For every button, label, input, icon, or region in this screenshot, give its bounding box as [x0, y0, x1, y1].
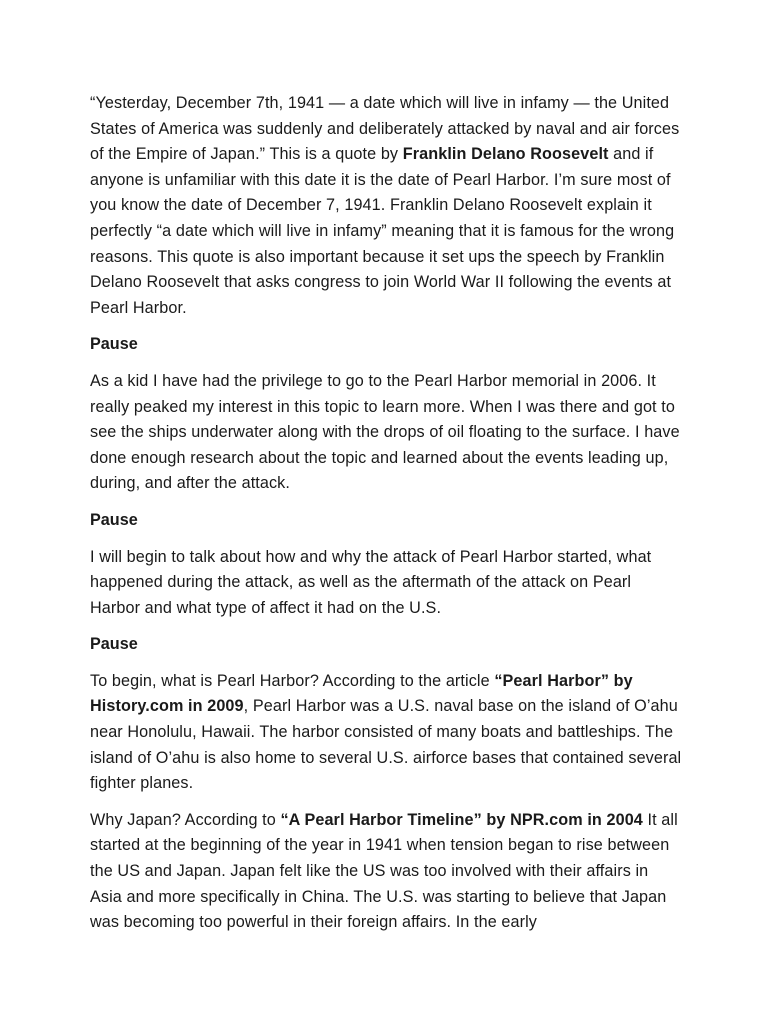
paragraph-why-japan: [90, 808, 682, 936]
japan-bold-citation: “A Pearl Harbor Timeline” by NPR.com in 2004: [280, 810, 643, 829]
paragraph-overview: I will begin to talk about how and why the attack of Pearl Harbor started, what happened during the attack, as well as the aftermath of the attack on Pearl Harbor and what type of affect it had on the U.S.: [90, 547, 652, 617]
paragraph-intro-quote: [90, 91, 682, 321]
intro-text-1: “Yesterday, December 7th, 1941 — a date which will live in infamy — the United States of America was suddenly and deliberately attacked by naval and air forces of the Empire of Japan.” This is a quote by: [90, 94, 680, 164]
pause-label-2: Pause: [90, 510, 138, 529]
intro-bold-fdr: Franklin Delano Roosevelt: [402, 145, 609, 164]
pearl-text-1: To begin, what is Pearl Harbor? According to the article: [90, 671, 495, 690]
japan-text-2: It all started at the beginning of the year in 1941 when tension began to rise between the US and Japan. Japan felt like the US was too involved with their affairs in Asia and more specifically in China. The U.S. was starting to believe that Japan was becoming too powerful in their foreign affairs. In the early: [90, 810, 678, 932]
intro-text-2: and if anyone is unfamiliar with this date it is the date of Pearl Harbor. I’m sure most of you know the date of December 7, 1941. Franklin Delano Roosevelt explain it perfectly “a date which will live in infamy” meaning that it is famous for the wrong reasons. This quote is also important because it set ups the speech by Franklin Delano Roosevelt that asks congress to join World War II following the events at Pearl Harbor.: [90, 145, 675, 317]
paragraph-memorial: As a kid I have had the privilege to go to the Pearl Harbor memorial in 2006. It really peaked my interest in this topic to learn more. When I was there and got to see the ships underwater along with the drops of oil floating to the surface. I have done enough research about the topic and learned about the events leading up, during, and after the attack.: [90, 371, 680, 493]
document-page: [90, 91, 682, 947]
pause-label-3: Pause: [90, 635, 138, 654]
pause-label-1: Pause: [90, 335, 138, 354]
pearl-bold-citation: “Pearl Harbor” by History.com in 2009: [90, 671, 633, 716]
pearl-text-2: , Pearl Harbor was a U.S. naval base on the island of O’ahu near Honolulu, Hawaii. The harbor consisted of many boats and battleships. The island of O’ahu is also home to several U.S. airforce bases that contained several fighter planes.: [90, 697, 682, 793]
paragraph-what-is-pearl-harbor: [90, 669, 682, 797]
japan-text-1: Why Japan? According to: [90, 810, 281, 829]
